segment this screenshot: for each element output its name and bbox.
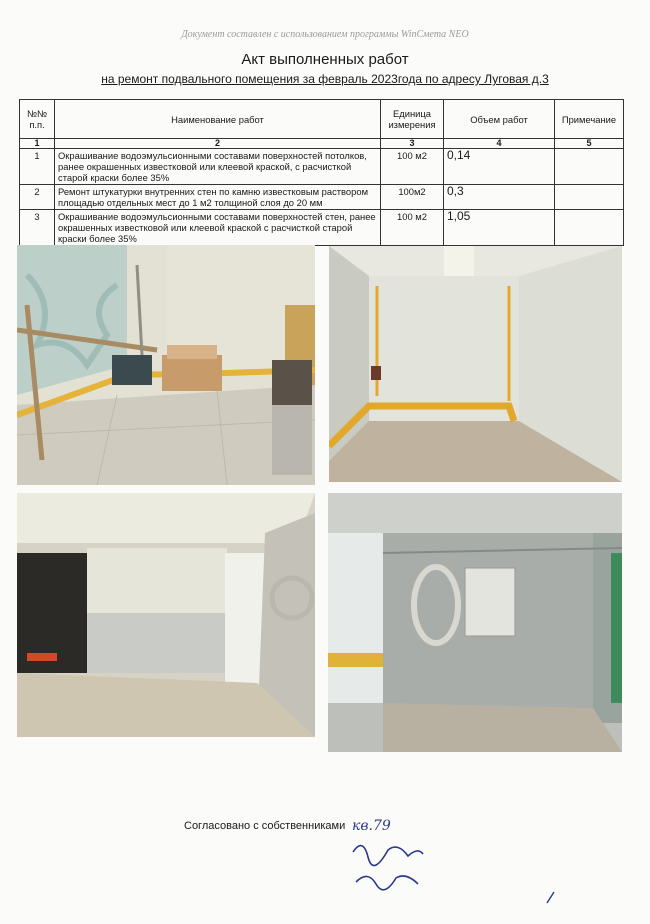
row-volume: 0,14 bbox=[444, 149, 555, 185]
column-number: 1 bbox=[20, 139, 55, 149]
photo-basement-room-3 bbox=[17, 493, 315, 737]
header-volume: Объем работ bbox=[444, 100, 555, 139]
photo-basement-room-2 bbox=[329, 246, 622, 482]
row-volume: 1,05 bbox=[444, 210, 555, 246]
column-number: 4 bbox=[444, 139, 555, 149]
column-number: 5 bbox=[555, 139, 624, 149]
column-number-row bbox=[20, 139, 624, 149]
row-unit: 100 м2 bbox=[381, 210, 444, 246]
header-number: №№ п.п. bbox=[20, 100, 55, 139]
header-work-name: Наименование работ bbox=[55, 100, 381, 139]
owner-signatures bbox=[348, 812, 428, 897]
watermark: Документ составлен с использованием программы WinСмета NEO bbox=[181, 29, 469, 40]
table-row bbox=[20, 149, 624, 185]
row-work-name: Окрашивание водоэмульсионными составами поверхностей потолков, ранее окрашенных известковой или клеевой краской, с расчисткой старой краски более 35% bbox=[55, 149, 381, 185]
table-row bbox=[20, 210, 624, 246]
document-title: Акт выполненных работ bbox=[241, 51, 409, 68]
photo-basement-room-1 bbox=[17, 245, 315, 485]
row-unit: 100м2 bbox=[381, 185, 444, 210]
row-note bbox=[555, 185, 624, 210]
document-subtitle: на ремонт подвального помещения за февраль 2023года по адресу Луговая д.3 bbox=[101, 72, 549, 86]
header-unit: Единица измерения bbox=[381, 100, 444, 139]
row-note bbox=[555, 149, 624, 185]
column-number: 2 bbox=[55, 139, 381, 149]
row-volume: 0,3 bbox=[444, 185, 555, 210]
pen-mark bbox=[545, 890, 557, 909]
row-number: 2 bbox=[20, 185, 55, 210]
row-number: 1 bbox=[20, 149, 55, 185]
row-note bbox=[555, 210, 624, 246]
photo-basement-room-4 bbox=[328, 493, 622, 752]
row-work-name: Окрашивание водоэмульсионными составами поверхностей стен, ранее окрашенных известковой или клеевой краской с расчисткой старой краски более 35% bbox=[55, 210, 381, 246]
column-number: 3 bbox=[381, 139, 444, 149]
row-number: 3 bbox=[20, 210, 55, 246]
approval-label: Согласовано с собственниками bbox=[184, 820, 346, 832]
signature-text: кв.79 bbox=[352, 818, 391, 834]
table-header-row bbox=[20, 100, 624, 139]
header-note: Примечание bbox=[555, 100, 624, 139]
row-work-name: Ремонт штукатурки внутренних стен по камню известковым раствором площадью отдельных мест до 1 м2 толщиной слоя до 20 мм bbox=[55, 185, 381, 210]
works-table bbox=[19, 99, 624, 246]
table-row bbox=[20, 185, 624, 210]
row-unit: 100 м2 bbox=[381, 149, 444, 185]
